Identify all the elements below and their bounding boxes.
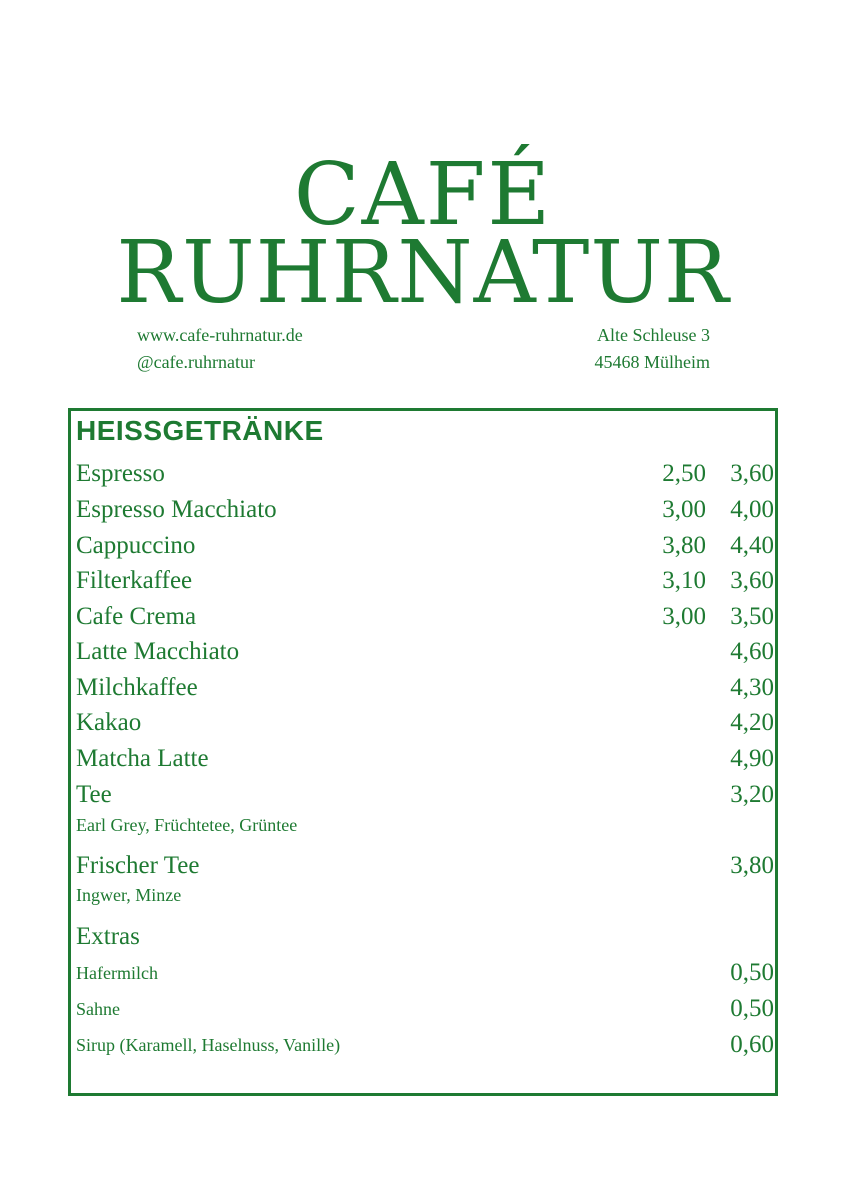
menu-item — [71, 600, 775, 634]
street-text: Alte Schleuse 3 — [597, 325, 710, 345]
price-large: 3,80 — [730, 852, 774, 879]
extra-price: 0,50 — [730, 995, 774, 1022]
item-name: Kakao — [76, 709, 142, 736]
website-text: www.cafe-ruhrnatur.de — [137, 325, 303, 345]
item-name: Espresso — [76, 460, 165, 487]
menu-item — [71, 493, 775, 527]
price-small: 3,00 — [662, 603, 706, 630]
item-name: Frischer Tee — [76, 852, 200, 879]
menu-item — [71, 849, 775, 883]
extra-name: Sahne — [76, 999, 120, 1019]
item-note: Earl Grey, Früchtetee, Grüntee — [76, 815, 298, 835]
price-large: 3,60 — [730, 460, 774, 487]
price-large: 3,20 — [730, 781, 774, 808]
menu-box — [68, 408, 778, 1096]
menu-item — [71, 564, 775, 598]
logo-line-cafe: CAFÉ — [293, 145, 553, 245]
item-name: Matcha Latte — [76, 745, 209, 772]
extra-price: 0,50 — [730, 959, 774, 986]
item-name: Cafe Crema — [76, 603, 197, 630]
extra-item — [71, 1028, 775, 1062]
item-name: Latte Macchiato — [76, 638, 240, 665]
extras-title: Extras — [76, 923, 140, 950]
price-small: 3,00 — [662, 496, 706, 523]
menu-item — [71, 529, 775, 563]
extra-item — [71, 992, 775, 1026]
item-name: Filterkaffee — [76, 567, 193, 594]
menu-item — [71, 706, 775, 740]
menu-item — [71, 635, 775, 669]
price-large: 3,60 — [730, 567, 774, 594]
section-title: HEISSGETRÄNKE — [76, 415, 324, 446]
extra-name: Sirup (Karamell, Haselnuss, Vanille) — [76, 1035, 341, 1055]
menu-item — [71, 457, 775, 491]
price-large: 4,90 — [730, 745, 774, 772]
logo-line-ruhrnatur: RUHRNATUR — [116, 223, 730, 323]
menu-item — [71, 778, 775, 812]
price-small: 3,10 — [662, 567, 706, 594]
instagram-handle: @cafe.ruhrnatur — [137, 352, 256, 372]
price-small: 3,80 — [662, 532, 706, 559]
price-large: 3,50 — [730, 603, 774, 630]
extra-name: Hafermilch — [76, 963, 158, 983]
city-text: 45468 Mülheim — [594, 352, 710, 372]
menu-item — [71, 742, 775, 776]
item-name: Tee — [76, 781, 112, 808]
contact-address — [570, 322, 710, 376]
item-name: Cappuccino — [76, 532, 196, 559]
extra-item — [71, 956, 775, 990]
price-small: 2,50 — [662, 460, 706, 487]
menu-item — [71, 671, 775, 705]
extra-price: 0,60 — [730, 1031, 774, 1058]
item-name: Espresso Macchiato — [76, 496, 277, 523]
price-large: 4,40 — [730, 532, 774, 559]
price-large: 4,20 — [730, 709, 774, 736]
price-large: 4,00 — [730, 496, 774, 523]
item-note: Ingwer, Minze — [76, 885, 182, 905]
item-name: Milchkaffee — [76, 674, 198, 701]
price-large: 4,30 — [730, 674, 774, 701]
price-large: 4,60 — [730, 638, 774, 665]
contact-online — [137, 322, 303, 376]
